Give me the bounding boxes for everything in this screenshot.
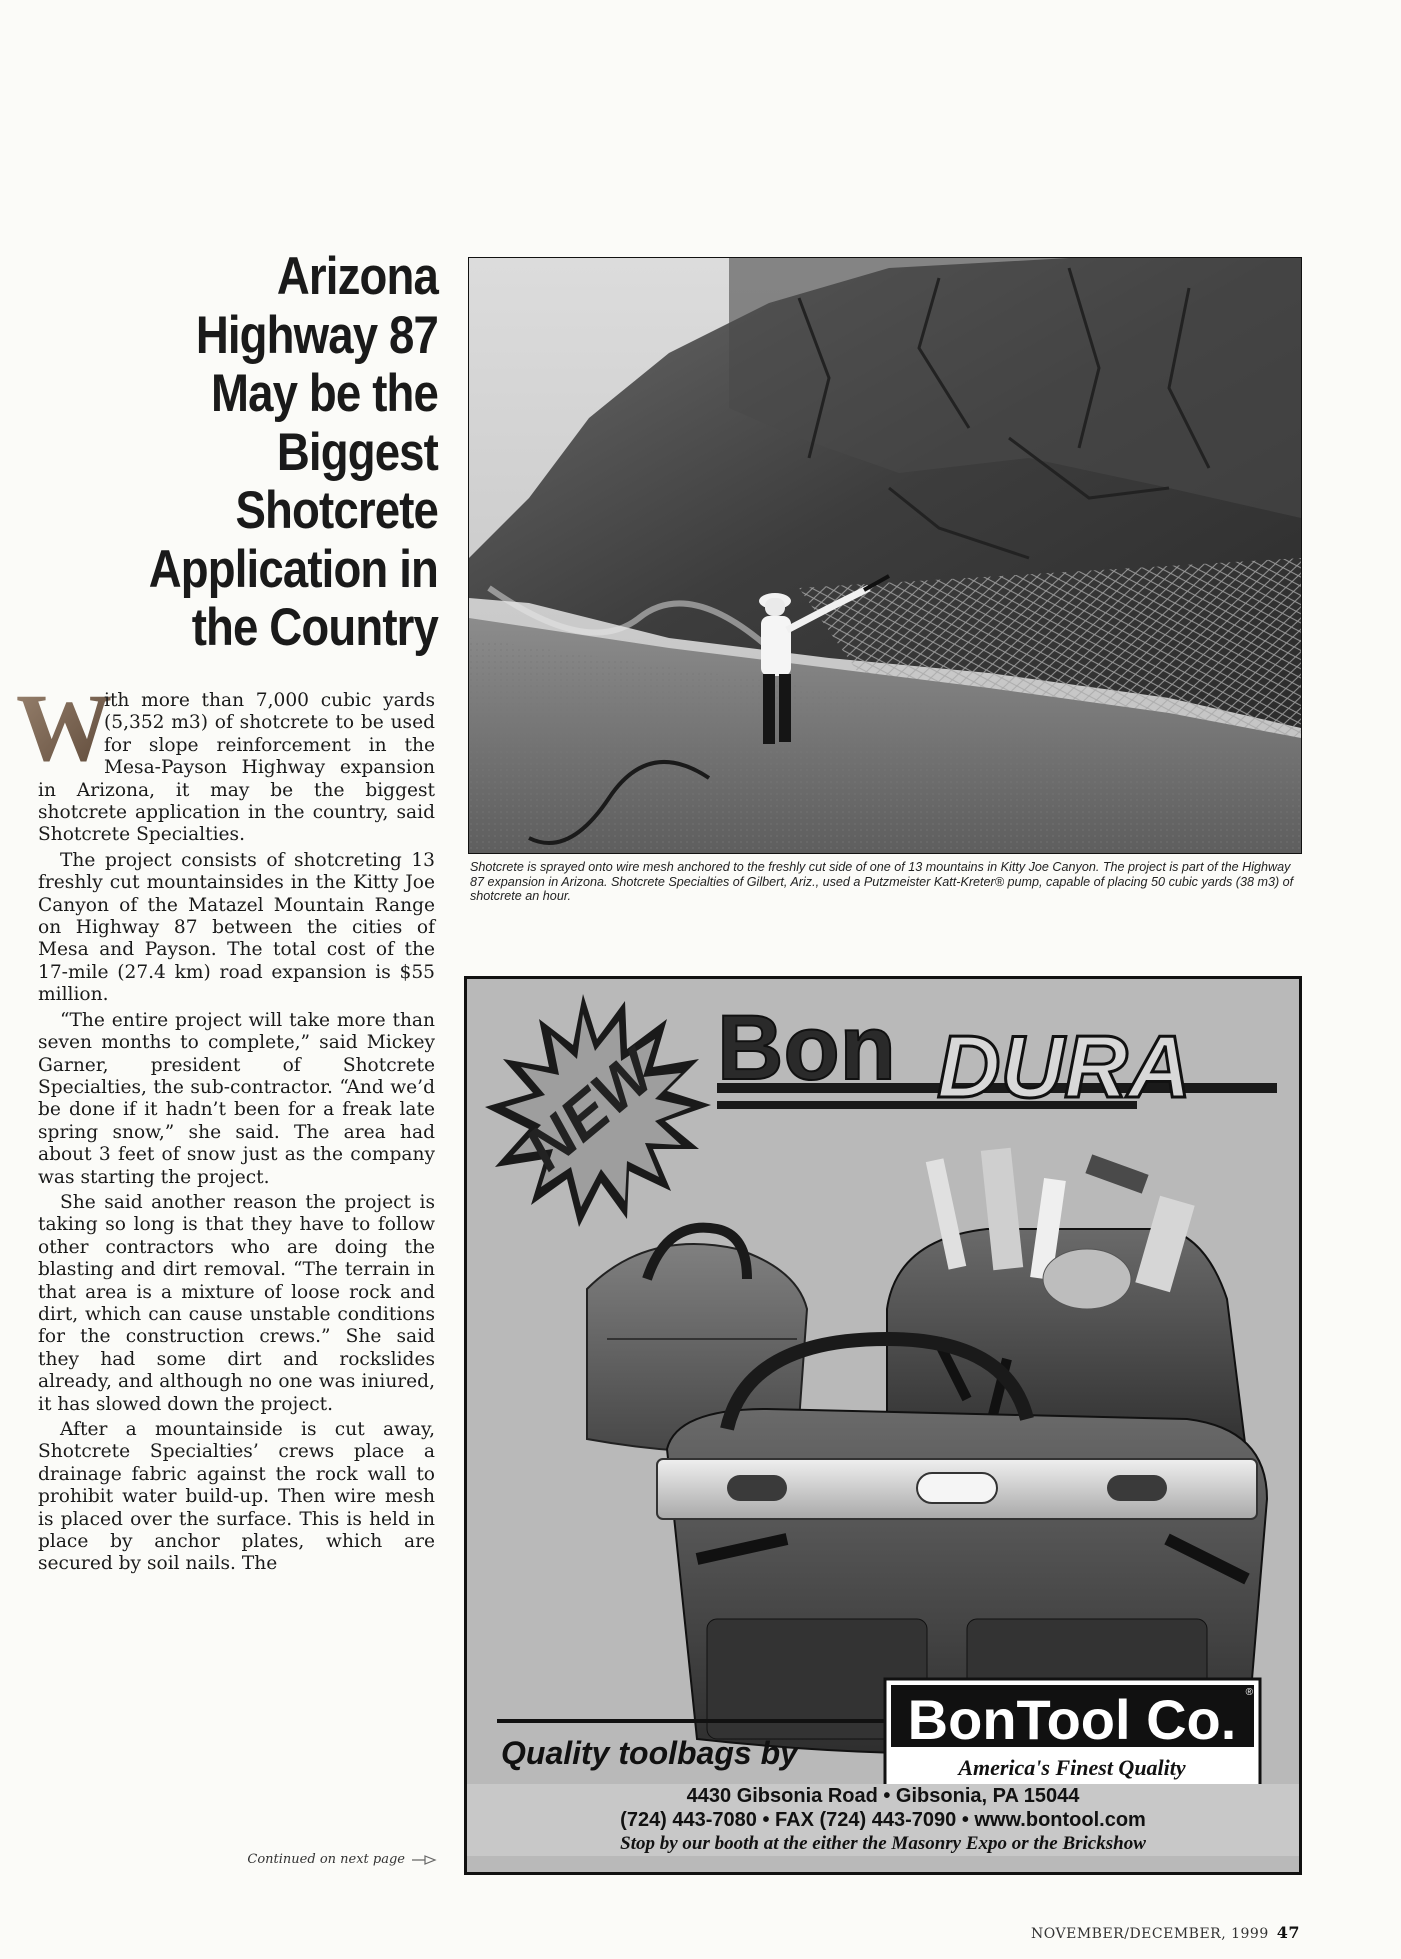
canyon-photo [468,257,1302,854]
article-paragraph: After a mountainside is cut away, Shotcrete Specialties’ crews place a drainage fabric against the rock wall to prohibit water build-up. Then wire mesh is placed over the surface. This is held in place by anchor plates, which are secured by soil nails. The [38,1419,435,1575]
bondura-logo [717,997,1277,1116]
registered-mark: ® [1245,1687,1253,1698]
company-name: BonTool Co. [907,1688,1237,1751]
headline-line: Application in [148,539,438,599]
arrow-right-icon [411,1854,437,1866]
bontool-advertisement [464,976,1302,1875]
brand-dura: DURA [937,1017,1192,1116]
company-slogan: America's Finest Quality [958,1755,1186,1780]
ad-tagline: Quality toolbags by [501,1735,798,1771]
continued-text: Continued on next page [247,1852,405,1867]
ad-booth: Stop by our booth at the either the Masonry Expo or the Brickshow [620,1833,1146,1854]
headline-line: Shotcrete [235,481,438,540]
bondura-ad-artwork [467,979,1299,1784]
photo-caption: Shotcrete is sprayed onto wire mesh anchored to the freshly cut side of one of 13 mountains in Kitty Joe Canyon. The project is part of the Highway 87 expansion in Arizona. Shotcrete Specialties of Gilbert, Ariz., used a Putzmeister Katt-Kreter® pump, capable of placing 50 cubic yards (38 m3) of shotcrete an hour. [470,860,1294,904]
article-paragraph [16,674,435,847]
brand-bon: Bon [717,997,896,1099]
article-paragraph: “The entire project will take more than seven months to complete,” said Mickey Garner, president of Shotcrete Specialties, the sub-contractor. “And we’d be done if it hadn’t been for a freak late spring snow,” she said. The area had about 3 feet of snow just as the company was starting the project. [38,1009,435,1188]
article-text: ith more than 7,000 cubic yards (5,352 m3) of shotcrete to be used for slope reinforcement in the Mesa-Payson Highway expansion in Arizona, it may be the biggest shotcrete application in the country, said Shotcrete Specialties. [38,690,435,846]
ad-phones: (724) 443-7080 • FAX (724) 443-7090 • www.bontool.com [620,1809,1146,1831]
headline-line: Arizona [276,247,438,306]
continued-note [195,1852,437,1867]
issue-date: NOVEMBER/DECEMBER, 1999 [1031,1926,1269,1942]
new-burst-text: NEW [512,1038,668,1184]
headline [96,248,438,658]
headline-line: May be the [211,364,438,423]
headline-line: Biggest [276,422,438,482]
article-paragraph: The project consists of shotcreting 13 freshly cut mountainsides in the Kitty Joe Canyon of the Matazel Mountain Range on Highway 87 between the cities of Mesa and Payson. The total cost of the 17-mile (27.4 km) road expansion is $55 million. [38,849,435,1006]
new-burst [485,994,711,1227]
drop-cap-letter: W [16,674,112,781]
ad-address: 4430 Gibsonia Road • Gibsonia, PA 15044 [686,1785,1080,1807]
article-paragraph: She said another reason the project is taking so long is that they have to follow other contractors who are doing the blasting and dirt removal. “The terrain in that area is a mixture of loose rock and dirt, which can cause unstable conditions for the construction crews.” She said they had some dirt and rockslides already, and although no one was iniured, it has slowed down the project. [38,1191,435,1415]
page-footer [980,1923,1300,1942]
article-body [16,674,435,1579]
headline-line: Highway 87 [195,305,438,365]
headline-line: the Country [191,598,438,657]
page-number: 47 [1276,1923,1300,1942]
shotcrete-photo-illustration [469,258,1301,853]
bontool-logo [885,1679,1260,1789]
ad-contact-info [467,1784,1299,1856]
drop-cap [16,674,112,781]
